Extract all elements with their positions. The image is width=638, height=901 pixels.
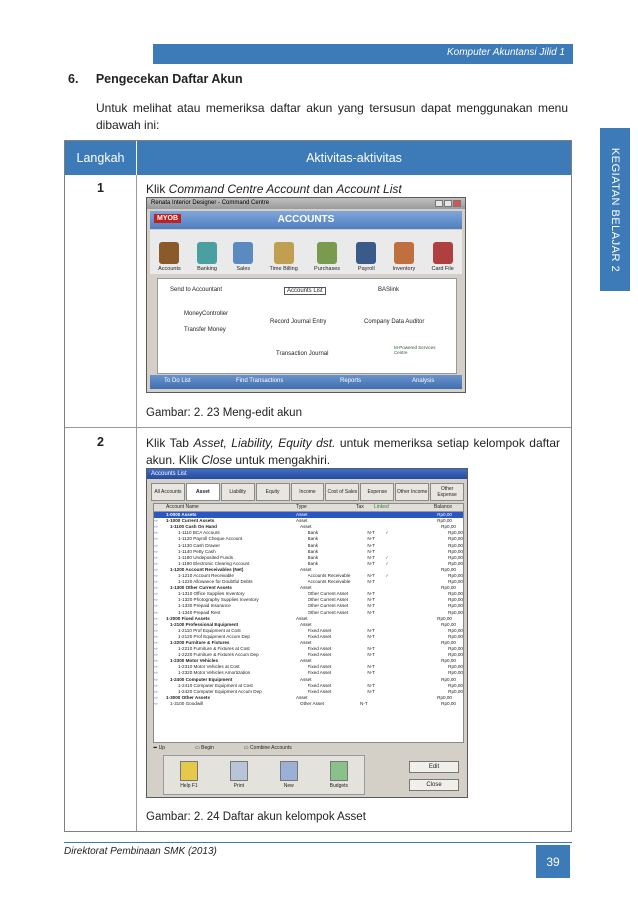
row-arrow-icon: ⇨ [154, 591, 158, 597]
cell-bal: Rp0,00 [441, 658, 456, 664]
header-bar [153, 44, 573, 64]
cell-type: Bank [307, 560, 318, 566]
cell-type: Other Asset [300, 700, 325, 706]
table-divider [136, 175, 137, 831]
cell-bal: Rp0,00 [448, 530, 463, 536]
to-do-list-button[interactable]: To Do List [164, 378, 191, 384]
cell-linked: ✓ [385, 530, 390, 536]
cell-name: 1-1190 Electronic Clearing Account [177, 560, 250, 566]
row-arrow-icon: ⇨ [154, 621, 158, 627]
reports-button[interactable]: Reports [340, 378, 362, 384]
cell-type: Bank [307, 554, 318, 560]
transaction-journal-link[interactable]: Transaction Journal [276, 351, 329, 357]
row-arrow-icon: ⇨ [154, 585, 158, 591]
cell-name: 1-1140 Petty Cash [177, 548, 216, 554]
side-tab-label: KEGIATAN BELAJAR 2 [609, 147, 621, 273]
baslink-link[interactable]: BASlink [378, 287, 400, 293]
command-bar [150, 375, 462, 389]
row-arrow-icon: ⇨ [154, 554, 158, 560]
budgets-button[interactable]: Budgets [330, 761, 348, 789]
module-inventory[interactable]: Inventory [393, 242, 416, 272]
col-account-name: Account Name [166, 504, 199, 510]
grid-header [154, 504, 463, 512]
cell-name: 1-1110 BCA Account [177, 530, 220, 536]
new-icon [280, 761, 298, 781]
row-arrow-icon: ⇨ [154, 579, 158, 585]
row-arrow-icon: ⇨ [154, 518, 158, 524]
command-centre-screenshot [146, 197, 466, 393]
cell-bal: Rp0,00 [441, 640, 456, 646]
cell-bal: Rp0,00 [437, 512, 452, 518]
budgets-icon [330, 761, 348, 781]
cell-name: 1-3000 Other Assets [166, 694, 211, 700]
side-tab [600, 128, 630, 291]
banking-icon [197, 242, 217, 264]
cell-name: 1-1340 Prepaid Rent [177, 609, 221, 615]
cell-tax: N-T [367, 652, 375, 658]
cell-type: Bank [307, 530, 318, 536]
myob-logo: MYOB [154, 214, 181, 223]
cell-name: 1-2210 Furniture & Fixtures at Cost [177, 646, 250, 652]
accounts-header [150, 211, 462, 229]
cell-name: 1-2220 Furniture & Fixtures Accum Dep [177, 652, 259, 658]
time-billing-icon [274, 242, 294, 264]
accounts-list-link[interactable]: Accounts List [284, 287, 326, 295]
transfer-money-link[interactable]: Transfer Money [184, 327, 226, 333]
cell-name: 1-1330 Prepaid Insurance [177, 603, 231, 609]
step-number: 1 [97, 181, 104, 195]
cell-bal: Rp0,00 [448, 652, 463, 658]
cell-type: Fixed Asset [307, 664, 332, 670]
cell-bal: Rp0,00 [437, 518, 452, 524]
cell-tax: N-T [367, 670, 375, 676]
accounts-list-screenshot [146, 468, 468, 798]
edit-button[interactable]: Edit [409, 761, 459, 773]
cell-tax: N-T [367, 646, 375, 652]
account-tabs [151, 483, 465, 501]
cell-bal: Rp0,00 [448, 536, 463, 542]
cell-name: 1-2120 Prof Equipment Accum Dep [177, 633, 250, 639]
step-text: Klik Command Centre Account dan Account List [146, 182, 402, 196]
tab-equity[interactable]: Equity [256, 483, 290, 501]
accounts-grid [153, 503, 464, 743]
minimize-icon[interactable] [435, 200, 443, 207]
row-arrow-icon: ⇨ [154, 676, 158, 682]
row-arrow-icon: ⇨ [154, 542, 158, 548]
window-title: Accounts List [147, 469, 467, 479]
cell-name: 1-3100 Goodwill [170, 700, 204, 706]
cell-bal: Rp0,00 [448, 554, 463, 560]
cell-name: 1-1310 Office Supplies Inventory [177, 591, 245, 597]
cell-name: 1-1210 Account Receivable [177, 572, 234, 578]
help-icon [180, 761, 198, 781]
combine-accounts-button[interactable]: ▭ Combine Accounts [243, 745, 292, 751]
module-payroll[interactable]: Payroll [356, 242, 376, 272]
cell-bal: Rp0,00 [437, 694, 452, 700]
cell-type: Fixed Asset [307, 652, 332, 658]
cell-name: 1-1200 Account Receivables (Net) [170, 566, 244, 572]
footer-credit: Direktorat Pembinaan SMK (2013) [64, 846, 217, 857]
cell-bal: Rp0,00 [448, 542, 463, 548]
row-arrow-icon: ⇨ [154, 609, 158, 615]
module-purchases[interactable]: Purchases [314, 242, 340, 272]
inventory-icon [394, 242, 414, 264]
row-arrow-icon: ⇨ [154, 652, 158, 658]
row-arrow-icon: ⇨ [154, 670, 158, 676]
cell-type: Fixed Asset [307, 633, 332, 639]
cell-tax: N-T [367, 554, 375, 560]
cell-name: 1-2300 Motor Vehicles [170, 658, 219, 664]
tab-all-accounts[interactable]: All Accounts [151, 483, 185, 501]
accounts-heading: ACCOUNTS [277, 214, 335, 225]
cell-bal: Rp0,00 [448, 579, 463, 585]
card-file-icon [433, 242, 453, 264]
cell-tax: N-T [367, 572, 375, 578]
send-to-accountant-link[interactable]: Send to Accountant [170, 287, 223, 293]
record-journal-link[interactable]: Record Journal Entry [270, 319, 327, 325]
sales-icon [233, 242, 253, 264]
cell-bal: Rp0,00 [437, 615, 452, 621]
cell-type: Fixed Asset [307, 688, 332, 694]
cell-type: Asset [300, 621, 312, 627]
cell-tax: N-T [367, 627, 375, 633]
cell-name: 1-1100 Cash On Hand [170, 524, 217, 530]
section-title: Pengecekan Daftar Akun [95, 72, 243, 86]
row-arrow-icon: ⇨ [154, 694, 158, 700]
cell-bal: Rp0,00 [448, 548, 463, 554]
row-arrow-icon: ⇨ [154, 640, 158, 646]
cell-linked: ✓ [385, 560, 390, 566]
tab-expense[interactable]: Expense [360, 483, 394, 501]
cell-tax: N-T [367, 591, 375, 597]
cell-linked: ✓ [385, 572, 390, 578]
cell-type: Other Current Asset [307, 597, 349, 603]
step-text: Klik Tab Asset, Liability, Equity dst. untuk memeriksa setiap kelompok daftar akun. Klik Close untuk mengakhiri. [146, 436, 560, 467]
services-centre-link[interactable]: M-Powered Services Centre [394, 345, 436, 355]
table-row[interactable] [154, 701, 463, 707]
module-sales[interactable]: Sales [233, 242, 253, 272]
cell-type: Asset [300, 524, 312, 530]
help-button[interactable]: Help F1 [180, 761, 198, 789]
maximize-icon[interactable] [444, 200, 452, 207]
cell-tax: N-T [367, 536, 375, 542]
cell-bal: Rp0,00 [448, 627, 463, 633]
row-arrow-icon: ⇨ [154, 560, 158, 566]
cell-tax: N-T [367, 597, 375, 603]
cell-tax: N-T [367, 530, 375, 536]
col-type: Type [296, 504, 307, 510]
cell-tax: N-T [367, 688, 375, 694]
cell-name: 1-1130 Cash Drawer [177, 542, 220, 548]
accounts-icon [159, 242, 179, 264]
row-arrow-icon: ⇨ [154, 664, 158, 670]
cell-name: 1-2000 Fixed Assets [166, 615, 210, 621]
cell-tax: N-T [367, 548, 375, 554]
tab-other-income[interactable]: Other Income [395, 483, 429, 501]
cell-bal: Rp0,00 [441, 566, 456, 572]
cell-name: 1-2400 Computer Equipment [170, 676, 233, 682]
page-number: 39 [536, 845, 570, 878]
row-arrow-icon: ⇨ [154, 536, 158, 542]
print-button[interactable]: Print [230, 761, 248, 789]
cell-type: Asset [300, 585, 312, 591]
cell-type: Accounts Receivable [307, 579, 351, 585]
new-button[interactable]: New [280, 761, 298, 789]
cell-bal: Rp0,00 [448, 591, 463, 597]
window-title: Renata Interior Designer - Command Centre [151, 200, 270, 206]
cell-bal: Rp0,00 [448, 609, 463, 615]
money-controller-link[interactable]: MoneyController [184, 311, 229, 317]
row-arrow-icon: ⇨ [154, 688, 158, 694]
accounts-flow-panel [157, 278, 457, 374]
cell-type: Asset [300, 566, 312, 572]
cell-tax: N-T [367, 603, 375, 609]
company-auditor-link[interactable]: Company Data Auditor [364, 319, 425, 325]
section-heading [68, 72, 243, 86]
cell-type: Asset [296, 512, 308, 518]
figure-caption: Gambar: 2. 24 Daftar akun kelompok Asset [146, 811, 366, 823]
cell-type: Fixed Asset [307, 627, 332, 633]
cell-bal: Rp0,00 [441, 585, 456, 591]
analysis-button[interactable]: Analysis [412, 378, 435, 384]
cell-tax: N-T [367, 542, 375, 548]
row-arrow-icon: ⇨ [154, 597, 158, 603]
module-banking[interactable]: Banking [197, 242, 217, 272]
row-arrow-icon: ⇨ [154, 530, 158, 536]
tab-liability[interactable]: Liability [221, 483, 255, 501]
cell-name: 1-2200 Furniture & Fixtures [170, 640, 230, 646]
module-card-file[interactable]: Card File [431, 242, 453, 272]
cell-type: Asset [300, 676, 312, 682]
cell-name: 1-1300 Other Current Assets [170, 585, 232, 591]
cell-name: 1-2320 Motor Vehicles Amortization [177, 670, 251, 676]
col-balance: Balance [433, 504, 452, 510]
footer-rule [64, 842, 572, 843]
section-number: 6. [68, 72, 79, 86]
cell-type: Asset [296, 615, 308, 621]
cell-name: 1-2420 Computer Equipment Accum Dep [177, 688, 262, 694]
tab-other-expense[interactable]: Other Expense [430, 483, 464, 501]
cell-type: Asset [296, 518, 308, 524]
grid-body [154, 512, 463, 707]
cell-type: Other Current Asset [307, 609, 349, 615]
cell-linked: ✓ [385, 554, 390, 560]
col-header-step: Langkah [65, 141, 136, 175]
toolbar-buttons [163, 755, 365, 795]
cell-type: Bank [307, 548, 318, 554]
row-arrow-icon: ⇨ [154, 682, 158, 688]
cell-bal: Rp0,00 [441, 621, 456, 627]
cell-tax: N-T [367, 609, 375, 615]
row-divider [65, 427, 571, 428]
cell-type: Asset [300, 658, 312, 664]
row-arrow-icon: ⇨ [154, 524, 158, 530]
cell-type: Fixed Asset [307, 670, 332, 676]
cell-bal: Rp0,00 [448, 603, 463, 609]
close-button[interactable]: Close [409, 779, 459, 791]
cell-bal: Rp0,00 [448, 664, 463, 670]
cell-type: Other Current Asset [307, 603, 349, 609]
cell-type: Other Current Asset [307, 591, 349, 597]
header-title: Komputer Akuntansi Jilid 1 [446, 47, 565, 58]
grid-links [153, 743, 462, 753]
row-arrow-icon: ⇨ [154, 646, 158, 652]
tab-cost-of-sales[interactable]: Cost of Sales [325, 483, 359, 501]
figure-caption: Gambar: 2. 23 Meng-edit akun [146, 407, 302, 419]
module-icon-row [150, 230, 462, 274]
cell-name: 1-0000 Assets [166, 512, 197, 518]
window-titlebar [147, 198, 465, 209]
cell-bal: Rp0,00 [441, 700, 456, 706]
step-number: 2 [97, 435, 104, 449]
col-linked: Linked [374, 504, 389, 510]
module-time-billing[interactable]: Time Billing [270, 242, 298, 272]
col-header-activity: Aktivitas-aktivitas [137, 141, 571, 175]
cell-bal: Rp0,00 [441, 524, 456, 530]
row-arrow-icon: ⇨ [154, 658, 158, 664]
cell-tax: N-T [367, 682, 375, 688]
cell-name: 1-1180 Undeposited Funds [177, 554, 234, 560]
cell-tax: N-T [367, 633, 375, 639]
cell-name: 1-1320 Photography Supplies Inventory [177, 597, 259, 603]
tab-income[interactable]: Income [291, 483, 325, 501]
row-arrow-icon: ⇨ [154, 548, 158, 554]
cell-type: Accounts Receivable [307, 572, 351, 578]
purchases-icon [317, 242, 337, 264]
col-tax: Tax [356, 504, 364, 510]
cell-name: 1-2410 Computer Equipment at Cost [177, 682, 253, 688]
cell-type: Asset [300, 640, 312, 646]
row-arrow-icon: ⇨ [154, 572, 158, 578]
cell-bal: Rp0,00 [448, 633, 463, 639]
row-arrow-icon: ⇨ [154, 700, 158, 706]
cell-tax: N-T [367, 560, 375, 566]
payroll-icon [356, 242, 376, 264]
cell-name: 1-1120 Payroll Cheque Account [177, 536, 243, 542]
row-arrow-icon: ⇨ [154, 615, 158, 621]
row-arrow-icon: ⇨ [154, 627, 158, 633]
cell-bal: Rp0,00 [441, 676, 456, 682]
cell-name: 1-1000 Current Assets [166, 518, 215, 524]
cell-bal: Rp0,00 [448, 682, 463, 688]
cell-type: Fixed Asset [307, 646, 332, 652]
section-intro: Untuk melihat atau memeriksa daftar akun yang tersusun dapat menggunakan menu dibawah ini: [96, 101, 568, 132]
cell-name: 1-2310 Motor Vehicles at Cost [177, 664, 240, 670]
cell-bal: Rp0,00 [448, 560, 463, 566]
cell-type: Asset [296, 694, 308, 700]
cell-name: 1-1220 Allowance for Doubtful Debts [177, 579, 253, 585]
find-transactions-button[interactable]: Find Transactions [236, 378, 284, 384]
print-icon [230, 761, 248, 781]
row-arrow-icon: ⇨ [154, 512, 158, 518]
cell-type: Fixed Asset [307, 682, 332, 688]
cell-type: Bank [307, 542, 318, 548]
row-arrow-icon: ⇨ [154, 633, 158, 639]
cell-tax: N-T [367, 579, 375, 585]
cell-name: 1-2100 Professional Equipment [170, 621, 239, 627]
cell-tax: N-T [367, 664, 375, 670]
cell-bal: Rp0,00 [448, 670, 463, 676]
cell-type: Bank [307, 536, 318, 542]
cell-bal: Rp0,00 [448, 572, 463, 578]
cell-bal: Rp0,00 [448, 646, 463, 652]
cell-bal: Rp0,00 [448, 597, 463, 603]
up-button[interactable]: ⬅ Up [153, 745, 165, 751]
tab-asset[interactable]: Asset [186, 483, 220, 501]
cell-name: 1-2110 Prof Equipment at Cost [177, 627, 241, 633]
cell-tax: N-T [360, 700, 368, 706]
row-arrow-icon: ⇨ [154, 603, 158, 609]
begin-button[interactable]: ▭ Begin [195, 745, 214, 751]
module-accounts[interactable]: Accounts [158, 242, 181, 272]
cell-bal: Rp0,00 [448, 688, 463, 694]
row-arrow-icon: ⇨ [154, 566, 158, 572]
close-icon[interactable] [453, 200, 461, 207]
